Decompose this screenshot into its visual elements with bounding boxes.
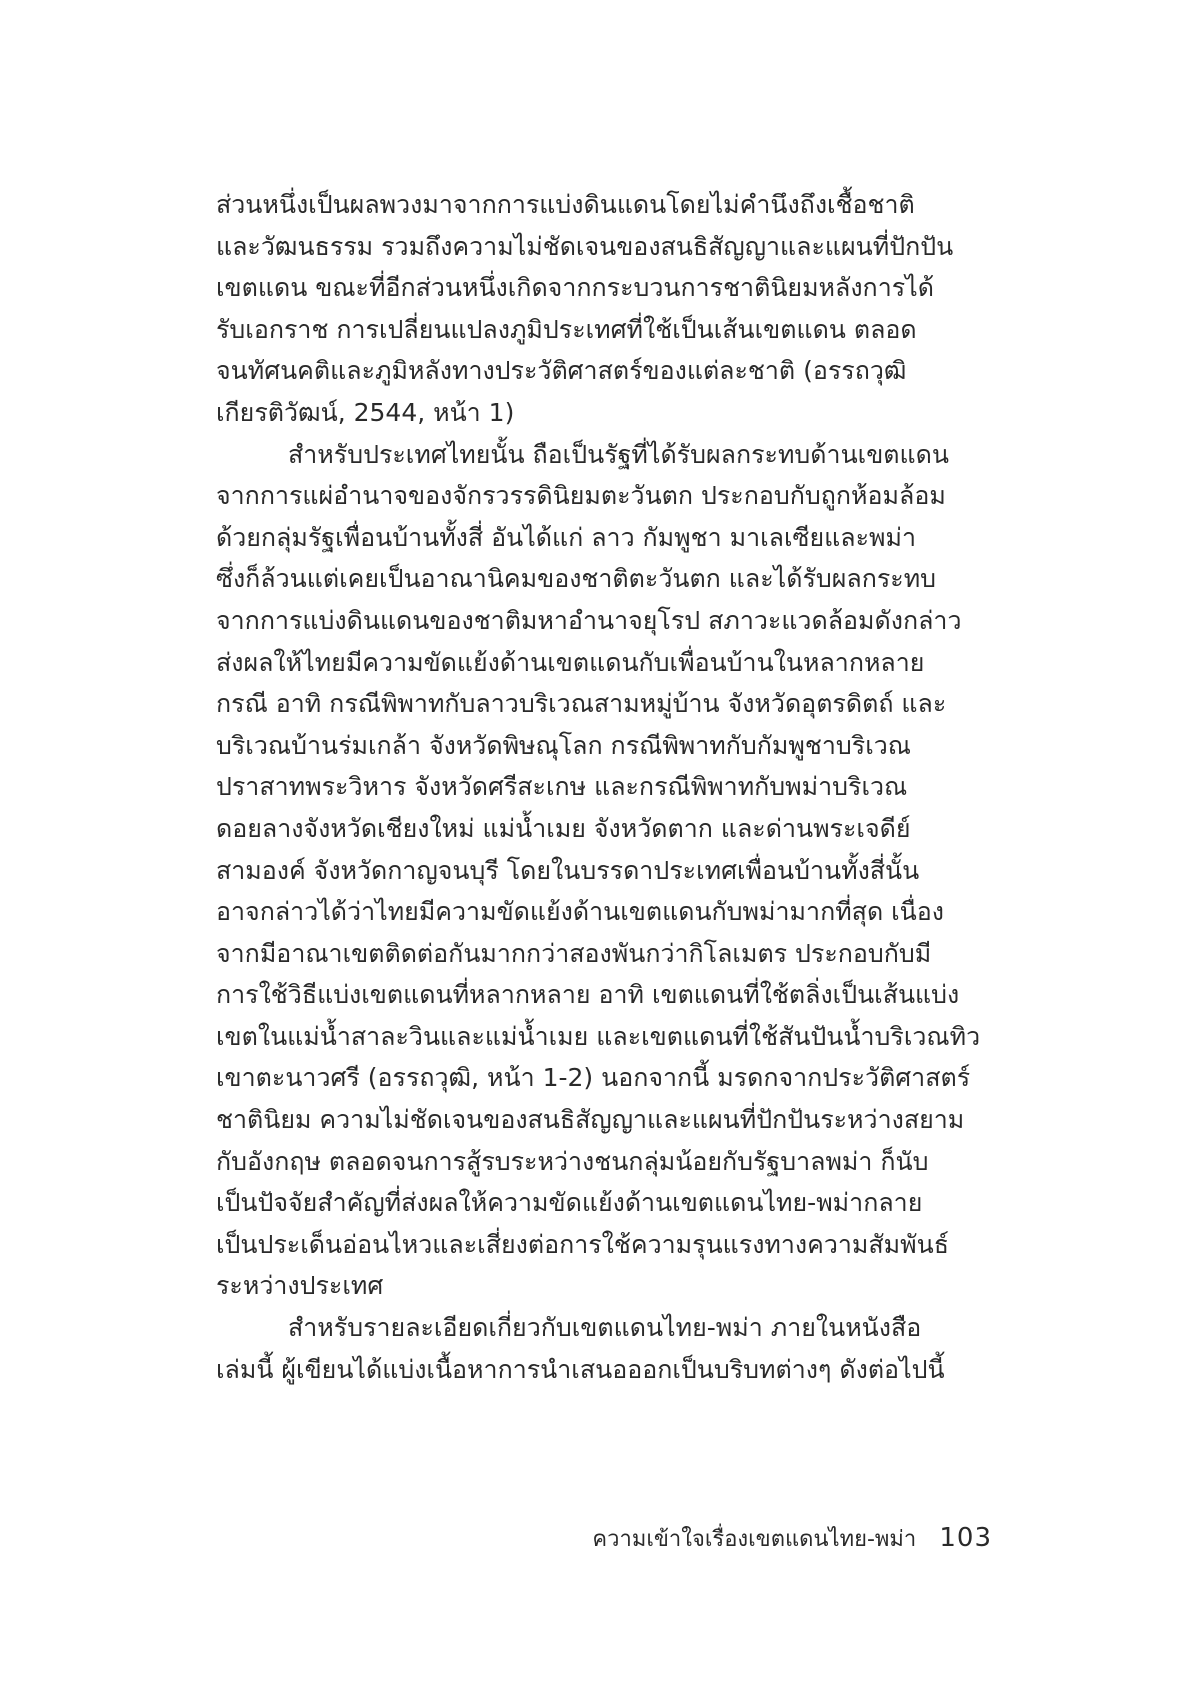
text-line: ส่วนหนึ่งเป็นผลพวงมาจากการแบ่งดินแดนโดยไม่คำนึงถึงเชื้อชาติ [216,190,915,219]
text-line: เป็นประเด็นอ่อนไหวและเสี่ยงต่อการใช้ความรุนแรงทางความสัมพันธ์ [216,1229,949,1259]
running-title: ความเข้าใจเรื่องเขตแดนไทย-พม่า [592,1527,917,1552]
paragraph-first-line: สำหรับประเทศไทยนั้น ถือเป็นรัฐที่ได้รับผลกระทบด้านเขตแดน [288,439,949,469]
text-line: กับอังกฤษ ตลอดจนการสู้รบระหว่างชนกลุ่มน้อยกับรัฐบาลพม่า ก็นับ [216,1146,929,1176]
text-line: สามองค์ จังหวัดกาญจนบุรี โดยในบรรดาประเทศเพื่อนบ้านทั้งสี่นั้น [216,855,920,885]
text-line: การใช้วิธีแบ่งเขตแดนที่หลากหลาย อาทิ เขตแดนที่ใช้ตลิ่งเป็นเส้นแบ่ง [216,980,960,1010]
text-line: ระหว่างประเทศ [216,1271,384,1301]
text-line: เขตแดน ขณะที่อีกส่วนหนึ่งเกิดจากกระบวนการชาตินิยมหลังการได้ [216,273,934,303]
text-line: จนทัศนคติและภูมิหลังทางประวัติศาสตร์ของแต่ละชาติ (อรรถวุฒิ [216,356,907,386]
text-line: ซึ่งก็ล้วนแต่เคยเป็นอาณานิคมของชาติตะวันตก และได้รับผลกระทบ [216,564,937,594]
text-line: รับเอกราช การเปลี่ยนแปลงภูมิประเทศที่ใช้เป็นเส้นเขตแดน ตลอด [216,314,917,344]
text-line: เป็นปัจจัยสำคัญที่ส่งผลให้ความขัดแย้งด้านเขตแดนไทย-พม่ากลาย [216,1188,923,1218]
text-line: ปราสาทพระวิหาร จังหวัดศรีสะเกษ และกรณีพิพาทกับพม่าบริเวณ [216,772,908,802]
text-line: เล่มนี้ ผู้เขียนได้แบ่งเนื้อหาการนำเสนอออกเป็นบริบทต่างๆ ดังต่อไปนี้ [216,1354,945,1384]
page-number: 103 [939,1523,992,1553]
text-line: และวัฒนธรรม รวมถึงความไม่ชัดเจนของสนธิสัญญาและแผนที่ปักปัน [216,231,954,261]
body-text [216,184,1000,1390]
paragraph-first-line: สำหรับรายละเอียดเกี่ยวกับเขตแดนไทย-พม่า ภายในหนังสือ [288,1313,922,1343]
text-line: เกียรติวัฒน์, 2544, หน้า 1) [216,397,515,427]
text-line: ชาตินิยม ความไม่ชัดเจนของสนธิสัญญาและแผนที่ปักปันระหว่างสยาม [216,1105,965,1135]
text-line: บริเวณบ้านร่มเกล้า จังหวัดพิษณุโลก กรณีพิพาทกับกัมพูชาบริเวณ [216,730,911,760]
page-footer [592,1518,992,1558]
text-line: กรณี อาทิ กรณีพิพาทกับลาวบริเวณสามหมู่บ้าน จังหวัดอุตรดิตถ์ และ [216,689,947,719]
text-line: เขาตะนาวศรี (อรรถวุฒิ, หน้า 1-2) นอกจากนี้ มรดกจากประวัติศาสตร์ [216,1063,971,1093]
text-line: จากการแบ่งดินแดนของชาติมหาอำนาจยุโรป สภาวะแวดล้อมดังกล่าว [216,605,962,635]
text-line: ส่งผลให้ไทยมีความขัดแย้งด้านเขตแดนกับเพื่อนบ้านในหลากหลาย [216,647,925,677]
text-line: ดอยลางจังหวัดเชียงใหม่ แม่น้ำเมย จังหวัดตาก และด่านพระเจดีย์ [216,813,911,843]
text-line: จากมีอาณาเขตติดต่อกันมากกว่าสองพันกว่ากิโลเมตร ประกอบกับมี [216,938,932,968]
text-line: อาจกล่าวได้ว่าไทยมีความขัดแย้งด้านเขตแดนกับพม่ามากที่สุด เนื่อง [216,897,944,927]
text-line: เขตในแม่น้ำสาละวินและแม่น้ำเมย และเขตแดนที่ใช้สันปันน้ำบริเวณทิว [216,1021,981,1051]
text-line: จากการแผ่อำนาจของจักรวรรดินิยมตะวันตก ประกอบกับถูกห้อมล้อม [216,481,946,511]
text-line: ด้วยกลุ่มรัฐเพื่อนบ้านทั้งสี่ อันได้แก่ ลาว กัมพูชา มาเลเซียและพม่า [216,522,916,552]
